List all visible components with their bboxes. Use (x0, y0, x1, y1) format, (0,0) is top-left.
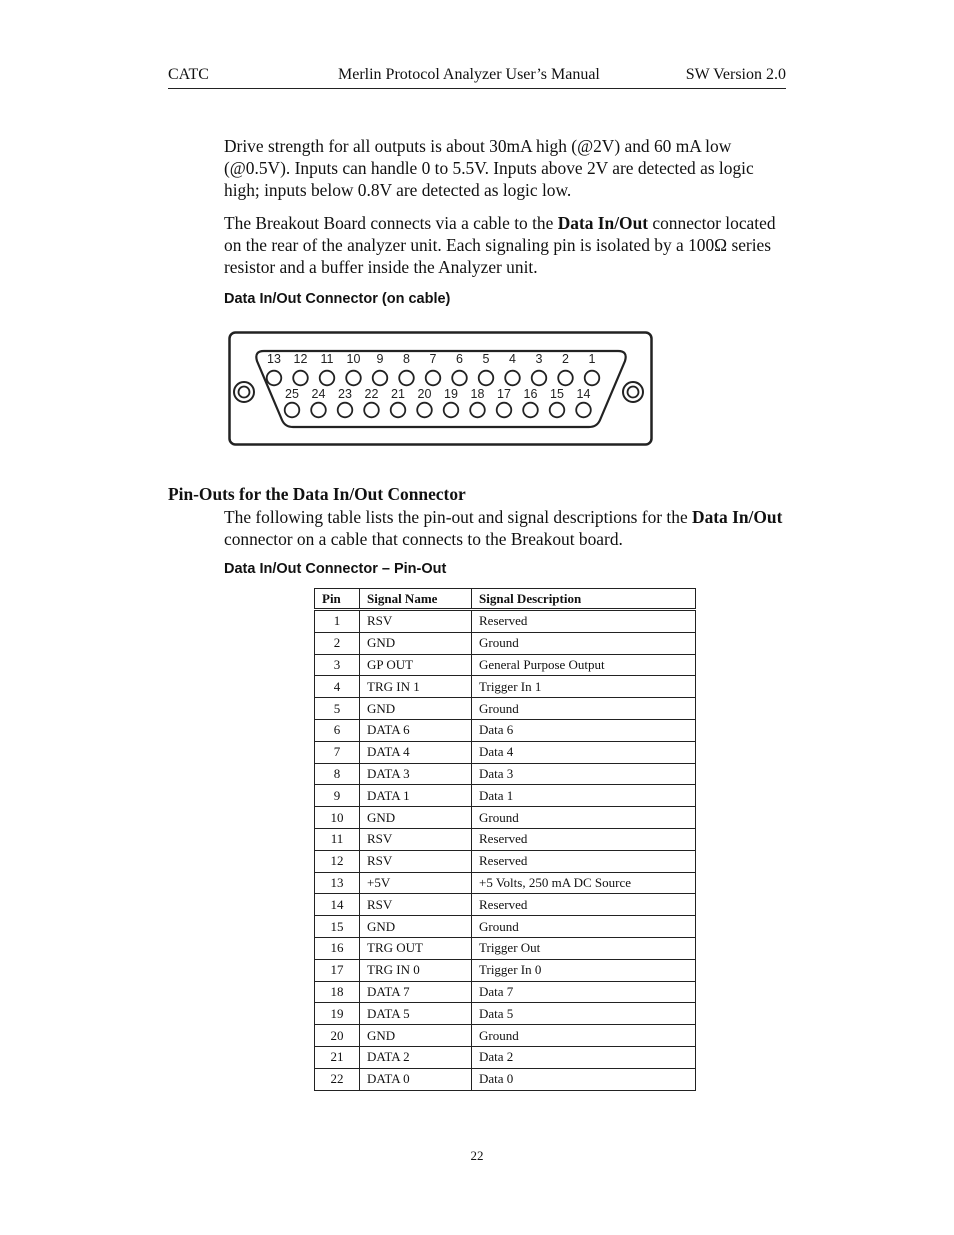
pin-number-label: 14 (576, 387, 591, 401)
pin-socket (293, 371, 308, 386)
page-number: 22 (470, 1148, 484, 1163)
signal-name-cell: DATA 2 (360, 1046, 472, 1068)
signal-description-cell: Data 7 (472, 981, 696, 1003)
pin-cell: 6 (315, 719, 360, 741)
pin-number-label: 18 (470, 387, 485, 401)
table-row (315, 676, 696, 698)
pin-number-label: 7 (429, 352, 437, 366)
left-screw-inner (239, 387, 250, 398)
signal-name-cell: TRG IN 1 (360, 676, 472, 698)
table-row (315, 1025, 696, 1047)
pin-number-label: 8 (403, 352, 410, 366)
pin-socket (426, 371, 441, 386)
table-row (315, 937, 696, 959)
signal-description-cell: Reserved (472, 828, 696, 850)
pin-cell: 18 (315, 981, 360, 1003)
signal-description-cell: Reserved (472, 610, 696, 633)
pin-cell: 21 (315, 1046, 360, 1068)
table-row (315, 610, 696, 633)
pin-socket (532, 371, 547, 386)
pin-cell: 8 (315, 763, 360, 785)
signal-name-cell: RSV (360, 894, 472, 916)
signal-name-cell: DATA 5 (360, 1003, 472, 1025)
signal-description-cell: Ground (472, 916, 696, 938)
figure-caption: Data In/Out Connector (on cable) (224, 291, 451, 307)
signal-name-cell: +5V (360, 872, 472, 894)
connector-name: Data In/Out (557, 213, 649, 233)
signal-name-cell: RSV (360, 828, 472, 850)
signal-name-cell: DATA 7 (360, 981, 472, 1003)
pin-cell: 3 (315, 654, 360, 676)
pin-number-label: 9 (376, 352, 384, 366)
signal-description-cell: Data 1 (472, 785, 696, 807)
pin-socket (311, 403, 326, 418)
table-row (315, 785, 696, 807)
paragraph-text: The Breakout Board connects via a cable to the (224, 213, 558, 233)
pin-socket (399, 371, 414, 386)
pin-cell: 7 (315, 741, 360, 763)
signal-description-cell: Ground (472, 632, 696, 654)
table-row (315, 916, 696, 938)
connector-name: Data In/Out (692, 507, 783, 527)
paragraph-text: connector located on the rear of the analyzer unit. Each signaling pin is isolated by a 100Ω series resistor and a buffer inside the Analyzer unit. (224, 213, 776, 277)
pin-socket (470, 403, 485, 418)
table-row (315, 850, 696, 872)
pin-socket (558, 371, 573, 386)
paragraph-text: The following table lists the pin-out and signal descriptions for the (224, 507, 693, 527)
header-company: CATC (168, 66, 209, 83)
pin-number-label: 6 (456, 352, 463, 366)
header-title: Merlin Protocol Analyzer User’s Manual (338, 66, 600, 83)
pin-cell: 13 (315, 872, 360, 894)
table-row (315, 698, 696, 720)
signal-name-cell: DATA 6 (360, 719, 472, 741)
table-row (315, 872, 696, 894)
table-row (315, 828, 696, 850)
table-row (315, 1003, 696, 1025)
signal-name-cell: GND (360, 632, 472, 654)
pin-number-label: 25 (285, 387, 299, 401)
paragraph-breakout-board (224, 212, 786, 278)
pin-number-label: 19 (444, 387, 458, 401)
signal-description-cell: Data 4 (472, 741, 696, 763)
signal-name-cell: TRG OUT (360, 937, 472, 959)
table-caption: Data In/Out Connector – Pin-Out (224, 561, 447, 577)
pin-cell: 22 (315, 1068, 360, 1090)
signal-name-cell: DATA 0 (360, 1068, 472, 1090)
pin-cell: 4 (315, 676, 360, 698)
pin-number-label: 4 (509, 352, 516, 366)
pin-number-label: 20 (417, 387, 432, 401)
pin-socket (338, 403, 353, 418)
table-header-row (315, 589, 696, 610)
table-row (315, 763, 696, 785)
pin-socket (364, 403, 379, 418)
signal-name-cell: GND (360, 1025, 472, 1047)
table-row (315, 1046, 696, 1068)
pin-cell: 15 (315, 916, 360, 938)
pin-cell: 1 (315, 610, 360, 633)
pin-number-label: 22 (364, 387, 379, 401)
signal-description-cell: Trigger In 1 (472, 676, 696, 698)
pin-number-label: 21 (391, 387, 405, 401)
pin-number-label: 1 (588, 352, 596, 366)
pin-number-label: 17 (497, 387, 511, 401)
pin-number-label: 5 (482, 352, 490, 366)
signal-name-cell: GND (360, 807, 472, 829)
connector-diagram (228, 330, 656, 450)
signal-description-cell: Trigger In 0 (472, 959, 696, 981)
signal-name-cell: DATA 3 (360, 763, 472, 785)
pin-cell: 10 (315, 807, 360, 829)
pin-cell: 11 (315, 828, 360, 850)
table-row (315, 981, 696, 1003)
signal-description-cell: Ground (472, 807, 696, 829)
pin-number-label: 13 (267, 352, 281, 366)
pin-socket (320, 371, 335, 386)
pin-socket (479, 371, 494, 386)
pin-socket (285, 403, 300, 418)
pin-cell: 9 (315, 785, 360, 807)
pin-cell: 17 (315, 959, 360, 981)
pin-socket (576, 403, 591, 418)
pin-socket (373, 371, 388, 386)
column-header-pin: Pin (315, 589, 360, 610)
pin-socket (550, 403, 565, 418)
column-header-signal-name: Signal Name (360, 589, 472, 610)
signal-description-cell: +5 Volts, 250 mA DC Source (472, 872, 696, 894)
pin-cell: 2 (315, 632, 360, 654)
section-heading: Pin-Outs for the Data In/Out Connector (168, 484, 466, 504)
pin-number-label: 24 (311, 387, 326, 401)
signal-description-cell: Ground (472, 1025, 696, 1047)
signal-description-cell: General Purpose Output (472, 654, 696, 676)
signal-name-cell: TRG IN 0 (360, 959, 472, 981)
signal-name-cell: RSV (360, 610, 472, 633)
pin-number-label: 10 (346, 352, 361, 366)
pin-socket (267, 371, 282, 386)
signal-name-cell: RSV (360, 850, 472, 872)
pin-number-label: 15 (550, 387, 564, 401)
right-screw-inner (628, 387, 639, 398)
signal-name-cell: DATA 1 (360, 785, 472, 807)
pin-cell: 14 (315, 894, 360, 916)
pin-cell: 5 (315, 698, 360, 720)
pin-socket (585, 371, 600, 386)
paragraph-text: connector on a cable that connects to the Breakout board. (224, 529, 623, 549)
signal-description-cell: Trigger Out (472, 937, 696, 959)
column-header-signal-description: Signal Description (472, 589, 696, 610)
pin-cell: 19 (315, 1003, 360, 1025)
pin-cell: 20 (315, 1025, 360, 1047)
pin-socket (523, 403, 538, 418)
table-row (315, 894, 696, 916)
signal-description-cell: Data 6 (472, 719, 696, 741)
signal-description-cell: Reserved (472, 894, 696, 916)
signal-name-cell: GND (360, 698, 472, 720)
signal-description-cell: Ground (472, 698, 696, 720)
pinout-table (314, 588, 696, 1091)
table-row (315, 741, 696, 763)
table-row (315, 807, 696, 829)
table-row (315, 1068, 696, 1090)
pin-socket (391, 403, 406, 418)
pin-cell: 16 (315, 937, 360, 959)
pin-number-label: 12 (293, 352, 308, 366)
pin-socket (444, 403, 459, 418)
pin-socket (346, 371, 361, 386)
table-row (315, 632, 696, 654)
pin-socket (505, 371, 520, 386)
pin-number-label: 23 (338, 387, 352, 401)
pin-cell: 12 (315, 850, 360, 872)
paragraph-drive-strength: Drive strength for all outputs is about 30mA high (@2V) and 60 mA low (@0.5V). Inputs can handle 0 to 5.5V. Inputs above 2V are detected as logic high; inputs below 0.8V are detected as logic low. (224, 136, 754, 200)
table-row (315, 654, 696, 676)
signal-description-cell: Data 5 (472, 1003, 696, 1025)
signal-description-cell: Reserved (472, 850, 696, 872)
pin-socket (417, 403, 432, 418)
page-header (168, 66, 786, 89)
signal-name-cell: GP OUT (360, 654, 472, 676)
table-row (315, 719, 696, 741)
pin-number-label: 2 (562, 352, 569, 366)
table-row (315, 959, 696, 981)
pin-number-label: 11 (320, 352, 334, 366)
pin-number-label: 16 (523, 387, 538, 401)
signal-name-cell: GND (360, 916, 472, 938)
paragraph-table-intro (224, 506, 786, 550)
pin-number-label: 3 (535, 352, 543, 366)
pin-socket (452, 371, 467, 386)
pin-socket (497, 403, 512, 418)
signal-name-cell: DATA 4 (360, 741, 472, 763)
signal-description-cell: Data 0 (472, 1068, 696, 1090)
signal-description-cell: Data 3 (472, 763, 696, 785)
header-version: SW Version 2.0 (685, 66, 786, 83)
signal-description-cell: Data 2 (472, 1046, 696, 1068)
